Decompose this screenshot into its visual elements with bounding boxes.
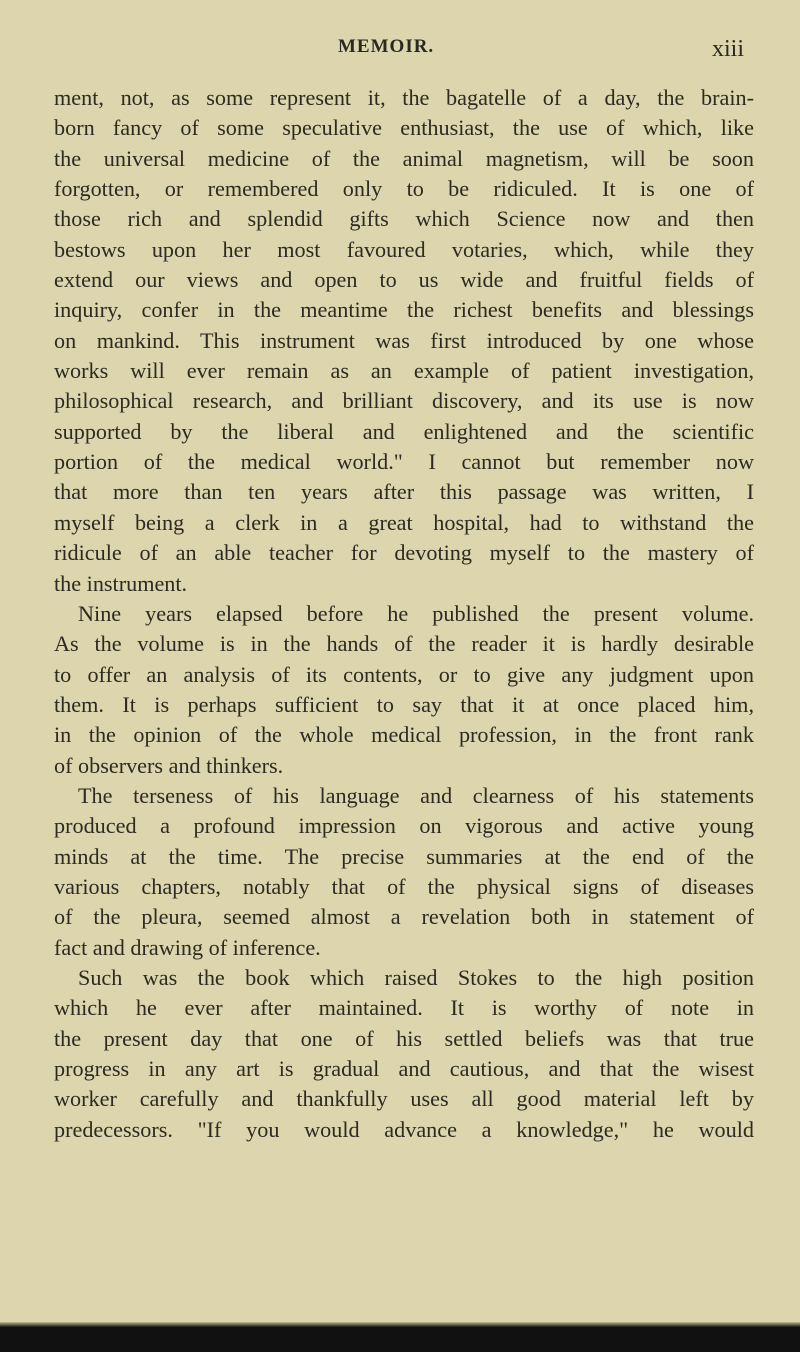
text-line: of the pleura, seemed almost a revelation both in statement of — [54, 904, 754, 930]
scan-bottom-border — [0, 1327, 800, 1352]
text-line: As the volume is in the hands of the reader it is hardly desirable — [54, 631, 754, 657]
text-line: works will ever remain as an example of patient investigation, — [54, 358, 754, 384]
text-line: portion of the medical world." I cannot but remember now — [54, 449, 754, 475]
text-line: fact and drawing of inference. — [54, 934, 321, 960]
text-line: on mankind. This instrument was first introduced by one whose — [54, 327, 754, 353]
running-head: MEMOIR. — [338, 36, 435, 57]
text-line: those rich and splendid gifts which Science now and then — [54, 206, 754, 232]
page-header — [0, 36, 800, 66]
text-line: the instrument. — [54, 570, 188, 596]
text-line: various chapters, notably that of the physical signs of diseases — [54, 873, 754, 899]
text-line: born fancy of some speculative enthusiast, the use of which, like — [54, 115, 754, 141]
text-line: Such was the book which raised Stokes to the high position — [78, 964, 754, 990]
text-line: progress in any art is gradual and cautious, and that the wisest — [54, 1056, 754, 1081]
text-line: the present day that one of his settled beliefs was that true — [54, 1025, 754, 1051]
text-line: which he ever after maintained. It is worthy of note in — [54, 995, 754, 1021]
text-line: supported by the liberal and enlightened and the scientific — [54, 418, 754, 444]
text-line: Nine years elapsed before he published the present volume. — [78, 600, 754, 626]
text-line: of observers and thinkers. — [54, 752, 284, 778]
text-line: minds at the time. The precise summaries at the end of the — [54, 843, 754, 869]
text-line: The terseness of his language and clearness of his statements — [78, 782, 754, 808]
text-line: predecessors. "If you would advance a knowledge," he would — [54, 1116, 754, 1142]
text-line: them. It is perhaps sufficient to say that it at once placed him, — [54, 691, 754, 717]
text-line: forgotten, or remembered only to be ridiculed. It is one of — [54, 176, 754, 202]
memoir-text — [54, 83, 754, 1145]
text-line: ment, not, as some represent it, the bagatelle of a day, the brain- — [54, 85, 754, 110]
text-line: to offer an analysis of its contents, or to give any judgment upon — [54, 661, 754, 687]
text-line: philosophical research, and brilliant discovery, and its use is now — [54, 388, 754, 414]
page-number: xiii — [712, 36, 745, 62]
text-line: the universal medicine of the animal magnetism, will be soon — [54, 145, 754, 171]
text-line: inquiry, confer in the meantime the richest benefits and blessings — [54, 297, 754, 323]
text-line: ridicule of an able teacher for devoting myself to the mastery of — [54, 540, 754, 566]
text-line: myself being a clerk in a great hospital, had to withstand the — [54, 509, 754, 535]
text-line: worker carefully and thankfully uses all good material left by — [54, 1086, 754, 1112]
text-line: produced a profound impression on vigorous and active young — [54, 813, 754, 839]
text-line: that more than ten years after this passage was written, I — [54, 479, 754, 505]
text-line: extend our views and open to us wide and fruitful fields of — [54, 267, 754, 293]
text-line: in the opinion of the whole medical profession, in the front rank — [54, 722, 754, 748]
text-line: bestows upon her most favoured votaries, which, while they — [54, 236, 754, 262]
